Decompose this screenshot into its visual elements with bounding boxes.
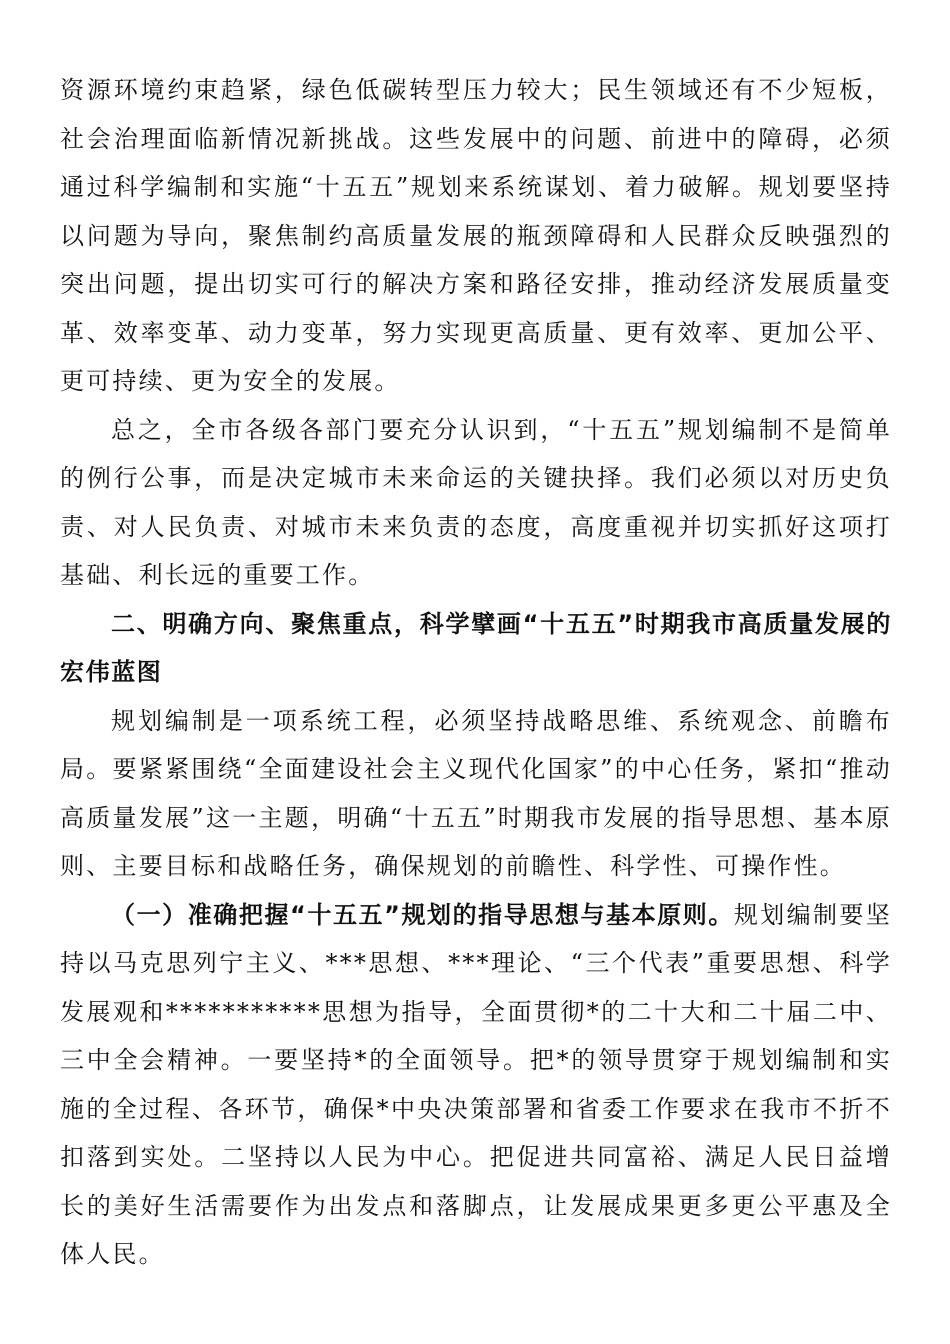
section-heading-two: 二、明确方向、聚焦重点，科学擘画“十五五”时期我市高质量发展的宏伟蓝图 [60, 609, 892, 686]
paragraph-guiding-principles-body: 规划编制要坚持以马克思列宁主义、***思想、***理论、“三个代表”重要思想、科学发展观和***********思想为指导，全面贯彻*的二十大和二十届二中、三中全会精神。一要坚持*的全面领导。把*的领导贯穿于规划编制和实施的全过程、各环节，确保*中央决策部署和省委工作要求在我市不折不扣落到实处。二坚持以人民为中心。把促进共同富裕、满足人民日益增长的美好生活需要作为出发点和落脚点，让发展成果更多更公平惠及全体人民。 [60, 900, 892, 1268]
document-body [60, 66, 892, 1279]
subsection-lead-one: （一）准确把握“十五五”规划的指导思想与基本原则。 [111, 900, 734, 929]
paragraph-guiding-principles [60, 891, 892, 1279]
paragraph-summary: 总之，全市各级各部门要充分认识到，“十五五”规划编制不是简单的例行公事，而是决定城市未来命运的关键抉择。我们必须以对历史负责、对人民负责、对城市未来负责的态度，高度重视并切实抓好这项打基础、利长远的重要工作。 [60, 415, 892, 589]
paragraph-resource-constraints: 资源环境约束趋紧，绿色低碳转型压力较大；民生领域还有不少短板，社会治理面临新情况新挑战。这些发展中的问题、前进中的障碍，必须通过科学编制和实施“十五五”规划来系统谋划、着力破解。规划要坚持以问题为导向，聚焦制约高质量发展的瓶颈障碍和人民群众反映强烈的突出问题，提出切实可行的解决方案和路径安排，推动经济发展质量变革、效率变革、动力变革，努力实现更高质量、更有效率、更加公平、更可持续、更为安全的发展。 [60, 76, 892, 395]
paragraph-system-engineering: 规划编制是一项系统工程，必须坚持战略思维、系统观念、前瞻布局。要紧紧围绕“全面建设社会主义现代化国家”的中心任务，紧扣“推动高质量发展”这一主题，明确“十五五”时期我市发展的指导思想、基本原则、主要目标和战略任务，确保规划的前瞻性、科学性、可操作性。 [60, 706, 892, 880]
